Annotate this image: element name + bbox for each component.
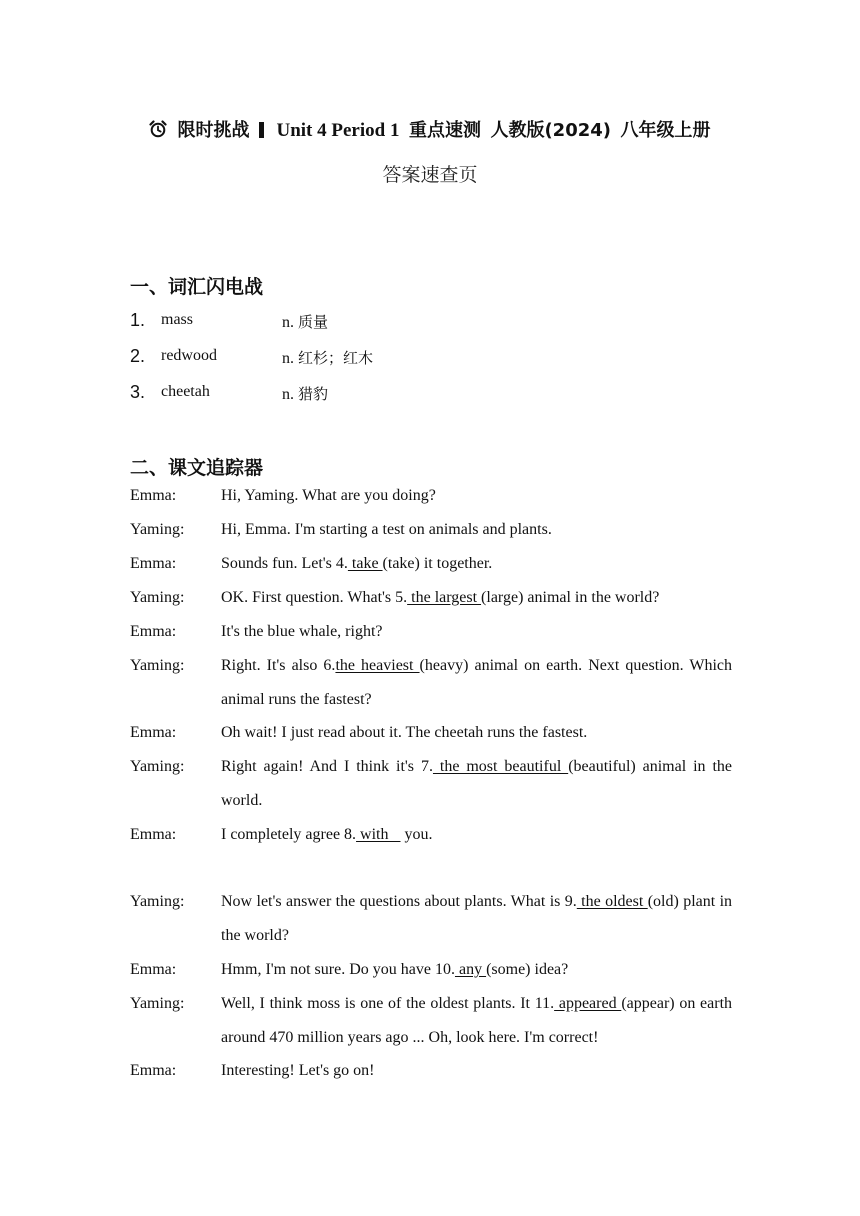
vocab-word: cheetah	[161, 383, 210, 400]
dialogue-text	[221, 649, 732, 717]
answer-blank: the largest	[407, 589, 482, 606]
speaker-name: Yaming:	[130, 589, 185, 606]
vocab-pos: n.	[282, 314, 294, 331]
text-segment: (take) it together.	[382, 555, 493, 572]
dialogue-text	[221, 953, 732, 987]
text-segment: Right. It's also 6.	[221, 657, 336, 674]
vocab-word: redwood	[161, 347, 217, 364]
answer-blank: any	[454, 961, 487, 978]
text-segment: It's the blue whale, right?	[221, 623, 383, 640]
dialogue-text	[221, 1054, 732, 1088]
text-segment: (heavy) animal on earth. Next question. Which animal runs the fastest?	[221, 657, 733, 708]
dialogue-text	[221, 987, 732, 1055]
vocab-number: 3.	[130, 382, 146, 402]
speaker-name: Yaming:	[130, 758, 185, 775]
dialogue-text	[221, 750, 732, 818]
vocab-meaning: 质量	[298, 313, 329, 331]
text-segment: Right again! And I think it's 7.	[221, 758, 433, 775]
answer-blank: the oldest	[576, 893, 648, 910]
dialogue-text	[221, 615, 732, 649]
vocab-pos: n.	[282, 386, 294, 403]
vocab-word: mass	[161, 311, 193, 328]
title-edition: 人教版(2024)	[490, 120, 612, 141]
page-subtitle: 答案速查页	[382, 164, 478, 186]
speaker-name: Emma:	[130, 487, 177, 504]
text-segment: (some) idea?	[486, 961, 569, 978]
page-title	[0, 116, 860, 144]
answer-blank: with	[356, 826, 401, 843]
title-label: 限时挑战	[177, 120, 250, 141]
dialogue-text	[221, 479, 732, 513]
vocab-meaning: 红杉；红木	[298, 349, 374, 367]
answer-blank: the most beautiful	[432, 758, 569, 775]
text-segment: you.	[400, 826, 433, 843]
alarm-clock-icon	[149, 120, 167, 144]
answer-blank: the heaviest	[335, 657, 420, 674]
dialogue-text	[221, 716, 732, 750]
text-segment: Now let's answer the questions about plants. What is 9.	[221, 893, 577, 910]
section-dialogue-heading: 二、课文追踪器	[130, 457, 264, 479]
dialogue-text	[221, 513, 732, 547]
speaker-name: Emma:	[130, 724, 177, 741]
text-segment: I completely agree 8.	[221, 826, 357, 843]
answer-blank: appeared	[554, 995, 622, 1012]
section-vocab-heading: 一、词汇闪电战	[130, 276, 264, 298]
dialogue-text	[221, 885, 732, 953]
answer-blank: take	[347, 555, 383, 572]
text-segment: Hi, Yaming. What are you doing?	[221, 487, 436, 504]
vocab-number: 2.	[130, 346, 146, 366]
speaker-name: Emma:	[130, 961, 177, 978]
vocab-definition	[282, 383, 328, 404]
dialogue-text	[221, 818, 732, 852]
text-segment: (appear) on earth around 470 million years ago ... Oh, look here. I'm correct!	[221, 995, 733, 1046]
text-segment: Hmm, I'm not sure. Do you have 10.	[221, 961, 455, 978]
text-segment: Hi, Emma. I'm starting a test on animals and plants.	[221, 521, 552, 538]
text-segment: OK. First question. What's 5.	[221, 589, 408, 606]
dialogue-text	[221, 547, 732, 581]
dialogue-text	[221, 581, 732, 615]
vocab-definition	[282, 347, 373, 368]
text-segment: (beautiful) animal in the world.	[221, 758, 733, 809]
text-segment: Interesting! Let's go on!	[221, 1062, 375, 1079]
title-divider	[259, 122, 264, 138]
vocab-meaning: 猎豹	[298, 385, 329, 403]
speaker-name: Emma:	[130, 1062, 177, 1079]
vocab-number: 1.	[130, 310, 146, 330]
title-test: 重点速测	[408, 120, 481, 141]
title-unit: Unit 4 Period 1	[276, 120, 400, 141]
text-segment: (old) plant in the world?	[221, 893, 733, 944]
vocab-pos: n.	[282, 350, 294, 367]
speaker-name: Emma:	[130, 826, 177, 843]
text-segment: Oh wait! I just read about it. The cheetah runs the fastest.	[221, 724, 588, 741]
speaker-name: Yaming:	[130, 995, 185, 1012]
text-segment: Sounds fun. Let's 4.	[221, 555, 348, 572]
text-segment: (large) animal in the world?	[481, 589, 660, 606]
speaker-name: Yaming:	[130, 893, 185, 910]
title-grade: 八年级上册	[620, 120, 711, 141]
speaker-name: Yaming:	[130, 657, 185, 674]
speaker-name: Emma:	[130, 555, 177, 572]
vocab-definition	[282, 311, 328, 332]
speaker-name: Emma:	[130, 623, 177, 640]
text-segment: Well, I think moss is one of the oldest plants. It 11.	[221, 995, 555, 1012]
speaker-name: Yaming:	[130, 521, 185, 538]
